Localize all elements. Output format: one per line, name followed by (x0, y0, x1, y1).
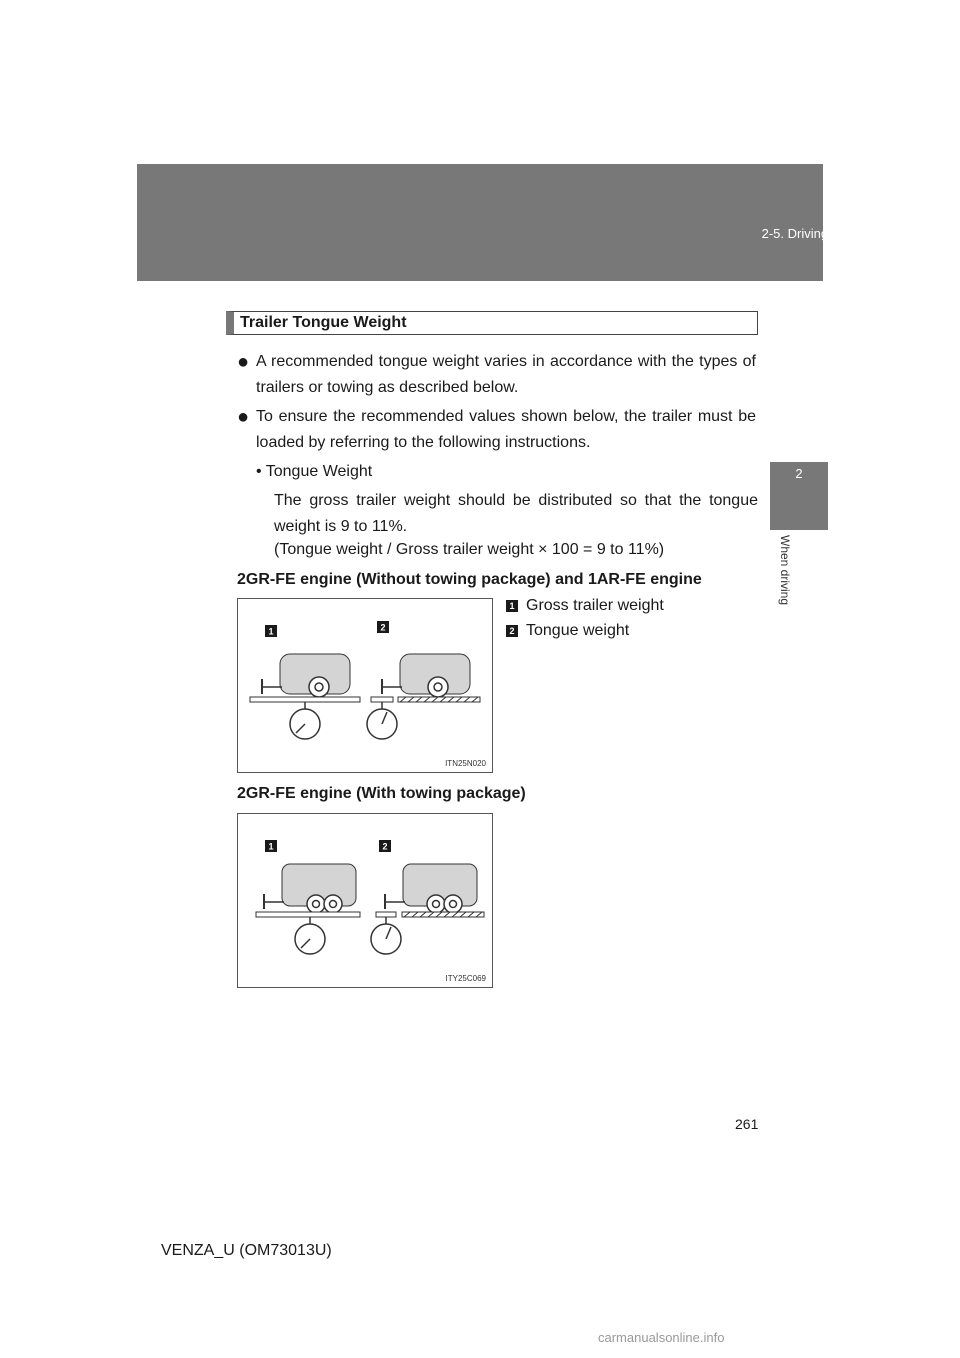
section-title-box (226, 311, 758, 335)
bullet-dot-icon: ● (237, 351, 250, 373)
svg-text:1: 1 (268, 626, 274, 637)
sub-item-heading: • Tongue Weight (256, 463, 373, 480)
figure-code: ITY25C069 (445, 974, 486, 983)
header-band (137, 164, 823, 281)
page-number: 261 (735, 1116, 759, 1132)
bullet-dot-icon: ● (237, 406, 250, 428)
chapter-tab-number: 2 (770, 462, 828, 530)
number-badge-icon: 2 (506, 625, 518, 637)
bullet-text: A recommended tongue weight varies in accordance with the types of trailers or towing as described below. (256, 353, 756, 396)
figure-tandem-axle (237, 813, 493, 988)
bullet-text: To ensure the recommended values shown below, the trailer must be loaded by referring to the following instructions. (256, 408, 756, 451)
watermark: carmanualsonline.info (598, 1330, 725, 1345)
svg-text:1: 1 (268, 841, 274, 852)
legend-label: Gross trailer weight (526, 597, 664, 614)
number-badge-icon: 1 (506, 600, 518, 612)
footer-code: VENZA_U (OM73013U) (161, 1242, 332, 1259)
figure-heading: 2GR-FE engine (Without towing package) and 1AR-FE engine (237, 571, 702, 588)
formula-text: (Tongue weight / Gross trailer weight × 100 = 9 to 11%) (274, 541, 665, 558)
figure-code: ITN25N020 (445, 759, 486, 768)
svg-text:2: 2 (380, 622, 386, 633)
trailer-weight-diagram (238, 814, 494, 989)
legend-item-2 (506, 622, 629, 640)
figure-single-axle (237, 598, 493, 773)
trailer-weight-diagram (238, 599, 494, 774)
legend-item-1 (506, 597, 664, 615)
section-title: Trailer Tongue Weight (240, 314, 407, 331)
section-label: 2-5. Driving information (761, 226, 896, 241)
svg-text:2: 2 (382, 841, 388, 852)
legend-label: Tongue weight (526, 622, 630, 639)
paragraph-text: The gross trailer weight should be distributed so that the tongue weight is 9 to 11%. (274, 492, 758, 535)
chapter-tab-label: When driving (778, 535, 792, 606)
figure-heading: 2GR-FE engine (With towing package) (237, 785, 526, 802)
